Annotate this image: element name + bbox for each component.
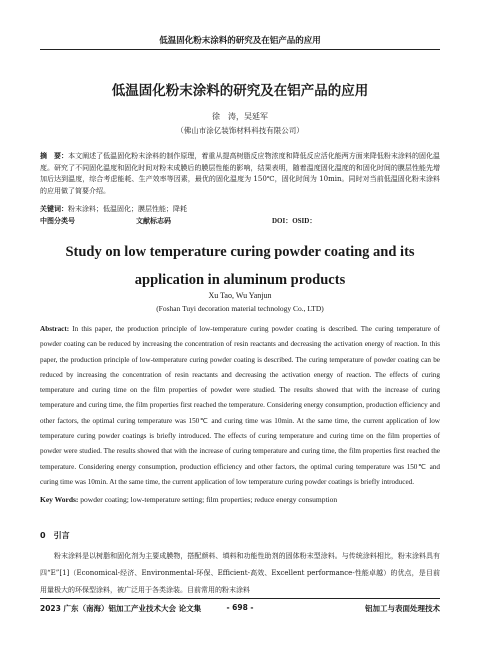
chinese-abstract-text: 本文阐述了低温固化粉末涂料的制作原理，着重从提高树脂反应物浓度和降低反应活化能两方面来降低粉末涂料的固化温度。研究了不同固化温度和固化时间对粉末成膜后的膜层性能的影响，结果表明，随着温度固化温度的和固化时间的膜层性能先增加后达到温度，综合考虑能耗、生产效率等因素，最优的固化温度为 150℃，固化时间为 10min。同时对当前低温固化粉末涂料的应用做了简要介绍。 <box>40 152 441 195</box>
english-keywords <box>40 495 440 504</box>
english-abstract-text: In this paper, the production principle of low-temperature curing powder coating is described. The curing temperature of powder coating can be reduced by increasing the concentration of resin reactants and decreasing the activation energy of reaction. In this paper, the production principle of low-temperature curing powder coating is described. The curing temperature of powder coating can be reduced by increasing the concentration of resin reactants and decreasing the activation energy of reaction. The effects of curing temperature and curing time on the film properties of powder were studied. The results showed that with the increase of curing temperature and curing time, the film properties first reached the temperature. Considering energy consumption, production efficiency and other factors, the optimal curing temperature was 150℃ and curing time was 10min. At the same time, the current application of low temperature curing powder coatings is briefly introduced. The effects of curing temperature and curing time on the film properties of powder were studied. The results showed that with the increase of curing temperature and curing time, the film properties first reached the temperature. Considering energy consumption, production efficiency and other factors, the optimal curing temperature was 150℃ and curing time was 10min. At the same time, the current application of low temperature curing powder coatings is briefly introduced. <box>40 325 441 486</box>
footer-proceedings: 2023 广东（南海）铝加工产业技术大会 论文集 <box>40 604 202 613</box>
section-body: 粉末涂料是以树脂和固化剂为主要成膜物，搭配颜料、填料和功能性助剂的固体粉末型涂料。与传统涂料相比，粉末涂料具有四“E”[1]（Economical-经济、Environmental-环保、Efficient-高效、Excellent performance-性能卓越）的优点，是目前用量极大的环保型涂料，被广泛用于各类涂装。目前常用的粉末涂料 <box>40 552 440 594</box>
chinese-keywords-label: 关键词： <box>40 205 68 213</box>
chinese-abstract-label: 摘 要： <box>40 152 69 160</box>
english-affiliation: (Foshan Tuyi decoration material technology Co., LTD) <box>156 304 324 313</box>
doi-text: DOI：OSID： <box>272 217 317 225</box>
english-keywords-label: Key Words: <box>40 495 79 504</box>
header-rule <box>40 49 440 50</box>
page-footer <box>40 603 440 615</box>
chinese-keywords-text: 粉末涂料；低温固化；膜层性能；降耗 <box>68 205 187 213</box>
english-abstract-label: Abstract: <box>40 325 70 333</box>
running-header: 低温固化粉末涂料的研究及在铝产品的应用 <box>159 36 321 46</box>
english-title: Study on low temperature curing powder coating and its application in aluminum products <box>65 244 415 288</box>
chinese-authors: 徐 涛，吴延军 <box>212 112 268 121</box>
english-authors: Xu Tao, Wu Yanjun <box>208 291 272 300</box>
english-keywords-text: powder coating; low-temperature setting; film properties; reduce energy consumption <box>80 495 338 504</box>
document-code-label: 文献标志码 <box>136 217 171 225</box>
chinese-keywords <box>40 204 440 214</box>
english-abstract <box>40 322 440 490</box>
page-number: - 698 - <box>226 603 254 612</box>
footer-journal: 铝加工与表面处理技术 <box>365 604 440 613</box>
section-heading: 0 引言 <box>40 531 70 540</box>
clc-label: 中图分类号 <box>40 217 75 225</box>
footer-rule <box>40 598 440 599</box>
chinese-title: 低温固化粉末涂料的研究及在铝产品的应用 <box>111 83 369 99</box>
chinese-affiliation: （佛山市涂亿装饰材料科技有限公司） <box>176 126 304 135</box>
doi-label <box>272 216 316 226</box>
chinese-abstract <box>40 151 440 197</box>
